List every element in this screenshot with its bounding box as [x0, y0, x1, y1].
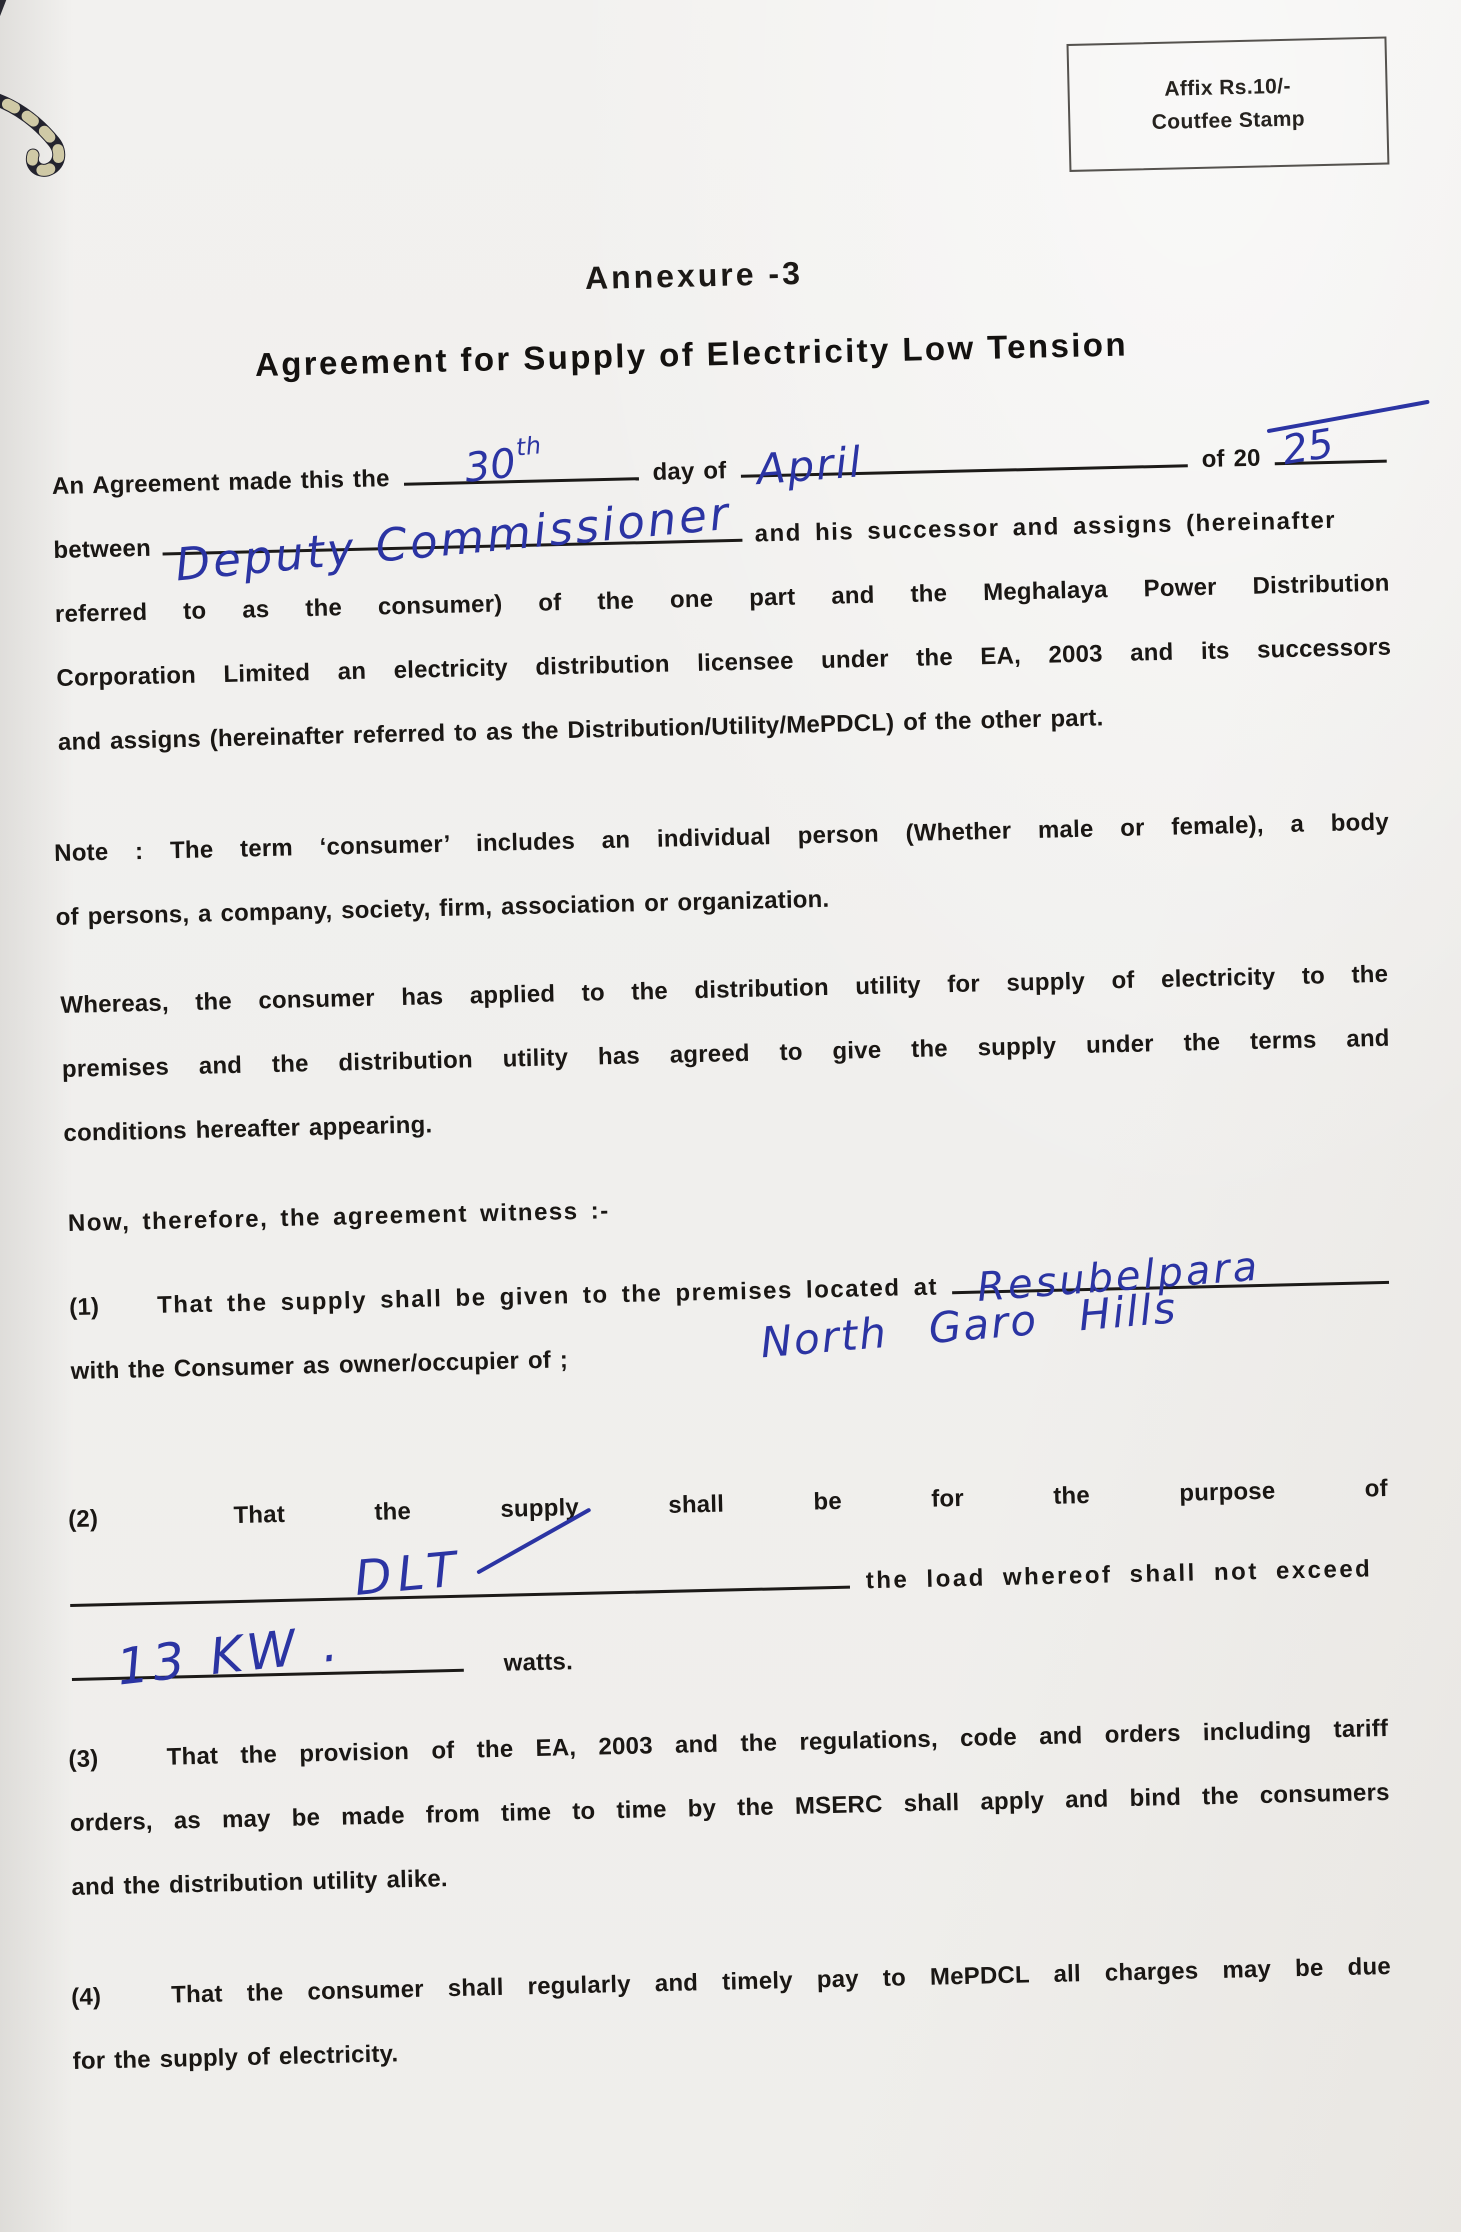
stamp-box-line2: Coutfee Stamp	[1151, 107, 1306, 135]
clause-2-text: That the supply shall be for the purpose of	[233, 1474, 1389, 1530]
handwritten-party: Deputy Commissioner	[173, 486, 734, 592]
handwritten-premises: Resubelpara	[975, 1243, 1262, 1311]
whereas-line-1: Whereas, the consumer has applied to the distribution utility for supply of electricity to the	[60, 960, 1389, 1020]
stamp-box	[1066, 36, 1389, 172]
binding-thread-icon	[0, 0, 130, 230]
intro-text-agreement: An Agreement made this the	[51, 465, 390, 501]
month-field	[740, 437, 1187, 495]
clause-2-line-1	[67, 1457, 1388, 1552]
party-field	[163, 486, 743, 592]
clause-2-watts-text: watts.	[503, 1648, 574, 1677]
note-line-2: of persons, a company, society, firm, association or organization.	[55, 885, 830, 931]
intro-line-5: and assigns (hereinafter referred to as the Distribution/Utility/MePDCL) of the other part.	[57, 704, 1104, 756]
note-line-1: Note : The term ‘consumer’ includes an individual person (Whether male or female), a body	[53, 808, 1390, 868]
document-title: Agreement for Supply of Electricity Low Tension	[254, 325, 1129, 383]
handwritten-load: 13 KW .	[113, 1613, 345, 1697]
clause-2-load-text: the load whereof shall not exceed	[865, 1555, 1373, 1595]
handwritten-district: North Garo Hills	[758, 1283, 1180, 1368]
purpose-field	[70, 1541, 850, 1607]
clause-3-line-3: and the distribution utility alike.	[71, 1865, 449, 1901]
whereas-line-2: premises and the distribution utility has agreed to give the supply under the terms and	[61, 1024, 1390, 1083]
intro-paragraph	[51, 420, 1393, 775]
clause-1-text: That the supply shall be given to the premises located at	[156, 1273, 939, 1319]
clause-3-number: (3)	[68, 1745, 99, 1774]
load-field	[72, 1613, 464, 1697]
witness-text: Now, therefore, the agreement witness :-	[67, 1197, 611, 1237]
year-field	[1275, 420, 1387, 475]
whereas-line-3: conditions hereafter appearing.	[63, 1111, 433, 1147]
clause-2	[67, 1457, 1392, 1706]
handwritten-year: 25	[1279, 420, 1338, 475]
clause-3	[68, 1697, 1392, 1920]
intro-text-between: between	[53, 534, 152, 565]
handwritten-month: April	[754, 437, 864, 495]
handwritten-day: 30th	[462, 430, 543, 492]
clause-4-line-2: for the supply of electricity.	[72, 2040, 399, 2075]
intro-line-4: Corporation Limited an electricity distribution licensee under the EA, 2003 and its successors	[56, 633, 1392, 692]
clause-4-text-1: That the consumer shall regularly and timely pay to MePDCL all charges may be due	[170, 1952, 1392, 2009]
clause-3-line-2: orders, as may be made from time to time by the MSERC shall apply and bind the consumers	[69, 1778, 1390, 1837]
clause-3-text-1: That the provision of the EA, 2003 and the regulations, code and orders including tariff	[166, 1714, 1389, 1771]
clause-1-line-2: with the Consumer as owner/occupier of ;	[70, 1346, 569, 1385]
pen-stroke	[1267, 400, 1430, 434]
witness-line	[67, 1161, 1388, 1256]
clause-4-number: (4)	[70, 1983, 102, 2012]
clause-4	[70, 1935, 1393, 2094]
clause-2-line-3	[71, 1611, 1392, 1706]
intro-text-of-20: of 20	[1201, 444, 1261, 473]
intro-text-day-of: day of	[652, 457, 727, 486]
day-field	[404, 430, 639, 492]
handwritten-purpose: DLT	[352, 1541, 465, 1607]
clause-1-number: (1)	[68, 1293, 100, 1322]
clause-1	[68, 1245, 1391, 1404]
whereas-paragraph	[60, 943, 1392, 1166]
annexure-label: Annexure -3	[584, 254, 804, 296]
clause-2-number: (2)	[67, 1505, 99, 1534]
note-paragraph	[53, 791, 1391, 950]
stamp-box-line1: Affix Rs.10/-	[1164, 74, 1292, 101]
intro-line-3: referred to as the consumer) of the one part and the Meghalaya Power Distribution	[54, 569, 1390, 628]
intro-text-successor: and his successor and assigns (hereinafter	[754, 506, 1337, 548]
